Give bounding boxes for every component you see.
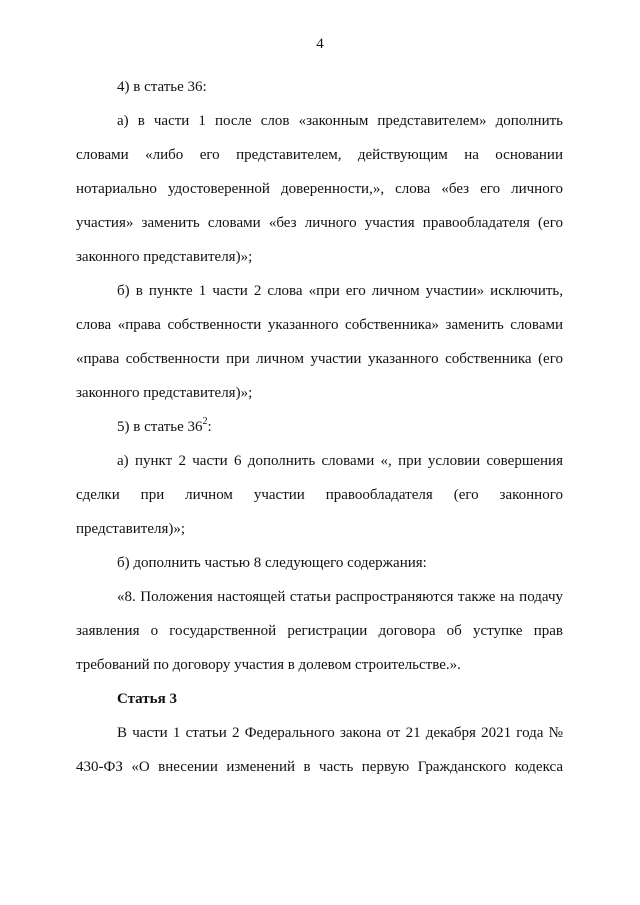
paragraph-36-2-a: а) пункт 2 части 6 дополнить словами «, при условии совершения сделки при личном участии правообладателя (его законного представителя)»; bbox=[76, 453, 563, 537]
article-ref-text: 5) в статье 36 bbox=[117, 419, 203, 435]
paragraph-article-3: В части 1 статьи 2 Федерального закона от 21 декабря 2021 года № 430-ФЗ «О внесении изменений в часть первую Гражданского кодекса bbox=[76, 725, 563, 775]
paragraph-36-2-b: б) дополнить частью 8 следующего содержания: bbox=[117, 555, 427, 571]
paragraph-article-36-2 bbox=[76, 410, 563, 444]
paragraph-part-8: «8. Положения настоящей статьи распространяются также на подачу заявления о государственной регистрации договора об уступке прав требований по договору участия в долевом строительстве.». bbox=[76, 589, 563, 673]
article-ref-suffix: : bbox=[207, 419, 212, 435]
article-3-heading: Статья 3 bbox=[117, 691, 177, 707]
paragraph-36-a: а) в части 1 после слов «законным представителем» дополнить словами «либо его представителем, действующим на основании нотариально удостоверенной доверенности,», слова «без его личного участия» заменить словами «без личного участия правообладателя (его законного представителя)»; bbox=[76, 113, 563, 265]
article-superscript: 2 bbox=[202, 416, 208, 427]
page-number: 4 bbox=[316, 36, 324, 52]
paragraph-article-36: 4) в статье 36: bbox=[117, 79, 207, 95]
document-body bbox=[76, 70, 563, 784]
paragraph-36-b: б) в пункте 1 части 2 слова «при его личном участии» исключить, слова «права собственности указанного собственника» заменить словами «права собственности при личном участии указанного собственника (его законного представителя)»; bbox=[76, 283, 563, 401]
